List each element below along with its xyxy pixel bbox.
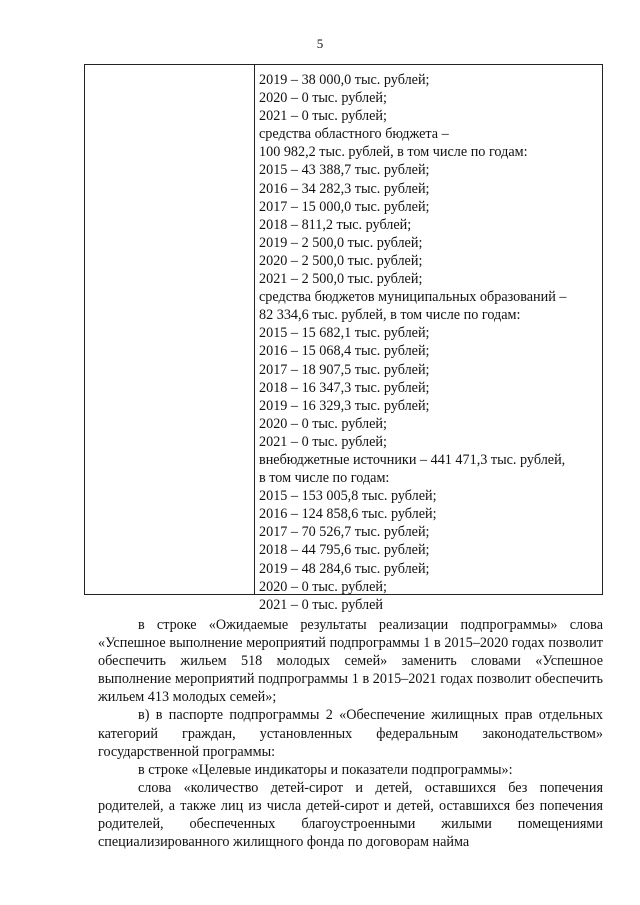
table-right-cell xyxy=(255,65,602,613)
budget-line: 2021 – 0 тыс. рублей; xyxy=(259,108,387,125)
budget-line: 2017 – 70 526,7 тыс. рублей; xyxy=(259,524,430,541)
budget-line: 2019 – 38 000,0 тыс. рублей; xyxy=(259,72,430,88)
budget-line: 2021 – 0 тыс. рублей; xyxy=(259,433,387,450)
paragraph-subprogram-2-passport: в) в паспорте подпрограммы 2 «Обеспечение жилищных прав отдельных категорий граждан, установленных федеральным законодательством» государственной программы: xyxy=(98,707,603,760)
budget-line: 2020 – 0 тыс. рублей; xyxy=(259,578,387,595)
budget-line: 2019 – 16 329,3 тыс. рублей; xyxy=(259,397,430,414)
budget-line: 2016 – 15 068,4 тыс. рублей; xyxy=(259,343,430,360)
budget-line: 2015 – 43 388,7 тыс. рублей; xyxy=(259,162,430,179)
paragraph-expected-results: в строке «Ожидаемые результаты реализации подпрограммы» слова «Успешное выполнение мероприятий подпрограммы 1 в 2015–2020 годах позволит обеспечить жильем 518 молодых семей» заменить словами «Успешное выполнение мероприятий подпрограммы 1 в 2015–2021 годах позволит обеспечить жильем 413 молодых семей»; xyxy=(98,617,603,706)
budget-line: 2020 – 0 тыс. рублей; xyxy=(259,415,387,432)
budget-line: 2015 – 15 682,1 тыс. рублей; xyxy=(259,325,430,342)
budget-line: 2017 – 15 000,0 тыс. рублей; xyxy=(259,198,430,215)
budget-line: 2018 – 44 795,6 тыс. рублей; xyxy=(259,542,430,559)
budget-line: 2021 – 2 500,0 тыс. рублей; xyxy=(259,271,423,288)
budget-line: 82 334,6 тыс. рублей, в том числе по годам: xyxy=(259,307,521,324)
paragraph-words: слова «количество детей-сирот и детей, оставшихся без попечения родителей, а также лиц из числа детей-сирот и детей, оставшихся без попечения родителей, обеспеченных благоустроенными жилыми помещениями специализированного жилищного фонда по договорам найма xyxy=(98,779,603,851)
budget-line: 2016 – 124 858,6 тыс. рублей; xyxy=(259,506,437,523)
budget-line: внебюджетные источники – 441 471,3 тыс. рублей, xyxy=(259,451,566,468)
budget-line: в том числе по годам: xyxy=(259,470,390,487)
budget-line: 100 982,2 тыс. рублей, в том числе по годам: xyxy=(259,144,528,161)
budget-line: 2020 – 0 тыс. рублей; xyxy=(259,90,387,107)
budget-line: средства областного бюджета – xyxy=(259,126,449,143)
budget-line: 2019 – 48 284,6 тыс. рублей; xyxy=(259,560,430,577)
budget-line: 2016 – 34 282,3 тыс. рублей; xyxy=(259,180,430,197)
budget-line: средства бюджетов муниципальных образований – xyxy=(259,289,567,306)
budget-line: 2021 – 0 тыс. рублей xyxy=(259,596,383,613)
budget-line: 2015 – 153 005,8 тыс. рублей; xyxy=(259,488,437,505)
budget-line: 2020 – 2 500,0 тыс. рублей; xyxy=(259,252,423,269)
budget-line: 2017 – 18 907,5 тыс. рублей; xyxy=(259,361,430,378)
table-left-cell xyxy=(85,65,255,594)
budget-line: 2018 – 811,2 тыс. рублей; xyxy=(259,216,412,233)
page-number: 5 xyxy=(316,36,324,51)
paragraph-target-indicators: в строке «Целевые индикаторы и показатели подпрограммы»: xyxy=(138,761,513,778)
budget-line: 2019 – 2 500,0 тыс. рублей; xyxy=(259,234,423,251)
body-text xyxy=(98,616,603,851)
budget-line: 2018 – 16 347,3 тыс. рублей; xyxy=(259,379,430,396)
budget-table xyxy=(84,64,603,613)
